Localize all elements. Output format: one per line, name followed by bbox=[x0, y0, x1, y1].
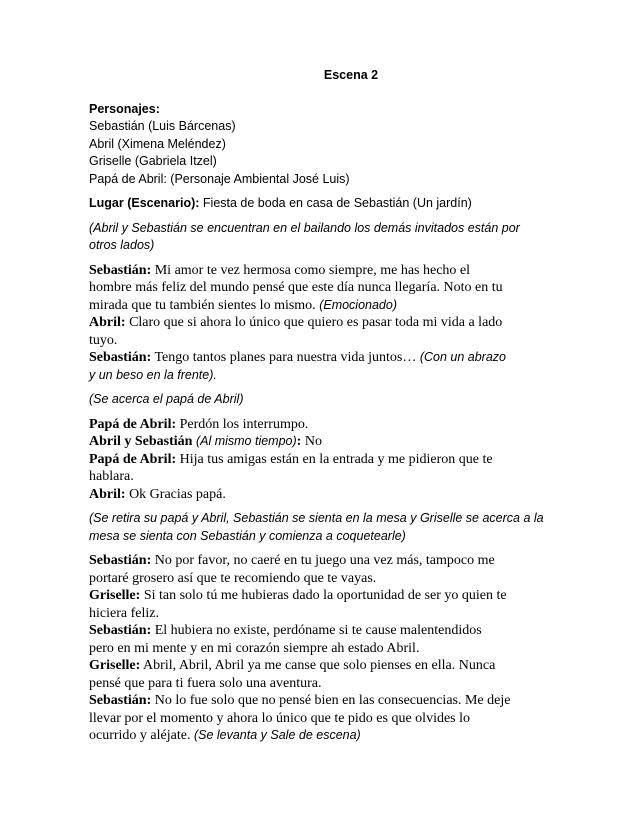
speaker-name: Sebastián: bbox=[89, 262, 152, 278]
dialogue-line: pensé que para ti fuera solo una aventura. bbox=[89, 675, 322, 691]
stage-direction-line: mesa se sienta con Sebastián y comienza a coquetearle) bbox=[89, 528, 406, 543]
dialogue-line bbox=[89, 486, 558, 504]
personaje-item: Abril (Ximena Meléndez) bbox=[89, 136, 226, 151]
dialogue-text: ocurrido y aléjate. bbox=[89, 728, 194, 743]
dialogue-line: hablara. bbox=[89, 469, 134, 484]
dialogue-line bbox=[89, 451, 558, 469]
dialogue-line: llevar por el momento y ahora lo único que te pido es que olvides lo bbox=[89, 710, 471, 726]
stage-direction-line: (Se acerca el papá de Abril) bbox=[89, 392, 244, 406]
speaker-name: Abril y Sebastián bbox=[89, 434, 193, 449]
dialogue-line bbox=[89, 262, 558, 280]
dialogue-line bbox=[89, 692, 558, 710]
stage-direction-line: (Abril y Sebastián se encuentran en el bailando los demás invitados están por bbox=[89, 220, 520, 235]
speaker-name: Griselle: bbox=[89, 658, 141, 673]
dialogue-line: portaré grosero así que te recomiendo que te vayas. bbox=[89, 570, 377, 586]
speaker-name: Sebastián: bbox=[89, 553, 152, 568]
lugar-label: Lugar (Escenario): bbox=[89, 196, 200, 210]
dialogue-text: Mi amor te vez hermosa como siempre, me has hecho el bbox=[151, 262, 471, 278]
dialogue-block-3 bbox=[89, 552, 558, 745]
dialogue-text: El hubiera no existe, perdóname si te cause malentendidos bbox=[151, 623, 482, 638]
personaje-item: Griselle (Gabriela Itzel) bbox=[89, 154, 217, 168]
dialogue-line bbox=[89, 622, 558, 640]
dialogue-text: Si tan solo tú me hubieras dado la oportunidad de ser yo quien te bbox=[140, 588, 507, 603]
dialogue-text: No bbox=[301, 434, 322, 449]
dialogue-block-1 bbox=[89, 262, 558, 385]
dialogue-line: hombre más feliz del mundo pensé que este día nunca llegaría. Noto en tu bbox=[89, 280, 503, 295]
dialogue-text: No por favor, no caeré en tu juego una vez más, tampoco me bbox=[151, 553, 495, 568]
stage-note: (Con un abrazo bbox=[419, 350, 506, 364]
dialogue-line bbox=[89, 297, 558, 315]
dialogue-line bbox=[89, 552, 558, 570]
stage-note: y un beso en la frente). bbox=[89, 367, 217, 382]
dialogue-text: No lo fue solo que no pensé bien en las consecuencias. Me deje bbox=[151, 693, 511, 708]
speaker-name: Griselle: bbox=[89, 588, 141, 603]
page-title: Escena 2 bbox=[323, 68, 379, 82]
dialogue-line bbox=[89, 587, 558, 605]
dialogue-line bbox=[89, 416, 558, 434]
stage-direction-3 bbox=[89, 510, 558, 545]
dialogue-text: Perdón los interrumpo. bbox=[176, 416, 309, 432]
speaker-name: Abril: bbox=[89, 486, 126, 502]
stage-direction-1 bbox=[89, 220, 558, 255]
stage-note: (Emocionado) bbox=[319, 297, 398, 312]
dialogue-line: tuyo. bbox=[89, 332, 118, 348]
dialogue-text: Hija tus amigas están en la entrada y me pidieron que te bbox=[176, 451, 493, 467]
dialogue-line bbox=[89, 727, 558, 745]
dialogue-text: Abril, Abril, Abril ya me canse que solo pienses en ella. Nunca bbox=[140, 658, 496, 673]
speaker-name: Abril: bbox=[89, 315, 126, 330]
stage-note: (Se levanta y Sale de escena) bbox=[193, 728, 361, 742]
dialogue-line: hiciera feliz. bbox=[89, 605, 159, 621]
speaker-name: Sebastián: bbox=[89, 350, 152, 365]
dialogue-line bbox=[89, 349, 558, 367]
personaje-item: Papá de Abril: (Personaje Ambiental José Luis) bbox=[89, 171, 350, 186]
speaker-name: Papá de Abril: bbox=[89, 416, 177, 432]
dialogue-line bbox=[89, 657, 558, 675]
stage-direction-line: (Se retira su papá y Abril, Sebastián se sienta en la mesa y Griselle se acerca a la bbox=[89, 511, 544, 525]
dialogue-text: Ok Gracias papá. bbox=[125, 486, 226, 502]
dialogue-text: mirada que tu también sientes lo mismo. bbox=[89, 297, 320, 313]
personajes-heading: Personajes: bbox=[89, 101, 160, 116]
dialogue-text: Tengo tantos planes para nuestra vida juntos… bbox=[151, 350, 420, 365]
dialogue-text: Claro que si ahora lo único que quiero es pasar toda mi vida a lado bbox=[125, 315, 503, 330]
dialogue-line bbox=[89, 433, 558, 451]
stage-note: (Al mismo tiempo) bbox=[192, 434, 297, 448]
personajes-section bbox=[89, 101, 558, 189]
personaje-item: Sebastián (Luis Bárcenas) bbox=[89, 119, 236, 133]
speaker-colon: : bbox=[296, 434, 302, 449]
dialogue-line: pero en mi mente y en mi corazón siempre ah estado Abril. bbox=[89, 640, 420, 656]
lugar-section bbox=[89, 195, 558, 213]
speaker-name: Sebastián: bbox=[89, 693, 152, 708]
stage-direction-line: otros lados) bbox=[89, 238, 155, 252]
stage-direction-2 bbox=[89, 391, 558, 409]
speaker-name: Sebastián: bbox=[89, 623, 152, 638]
dialogue-block-2 bbox=[89, 416, 558, 504]
lugar-text: Fiesta de boda en casa de Sebastián (Un jardín) bbox=[199, 196, 472, 210]
speaker-name: Papá de Abril: bbox=[89, 451, 177, 467]
dialogue-line bbox=[89, 314, 558, 332]
